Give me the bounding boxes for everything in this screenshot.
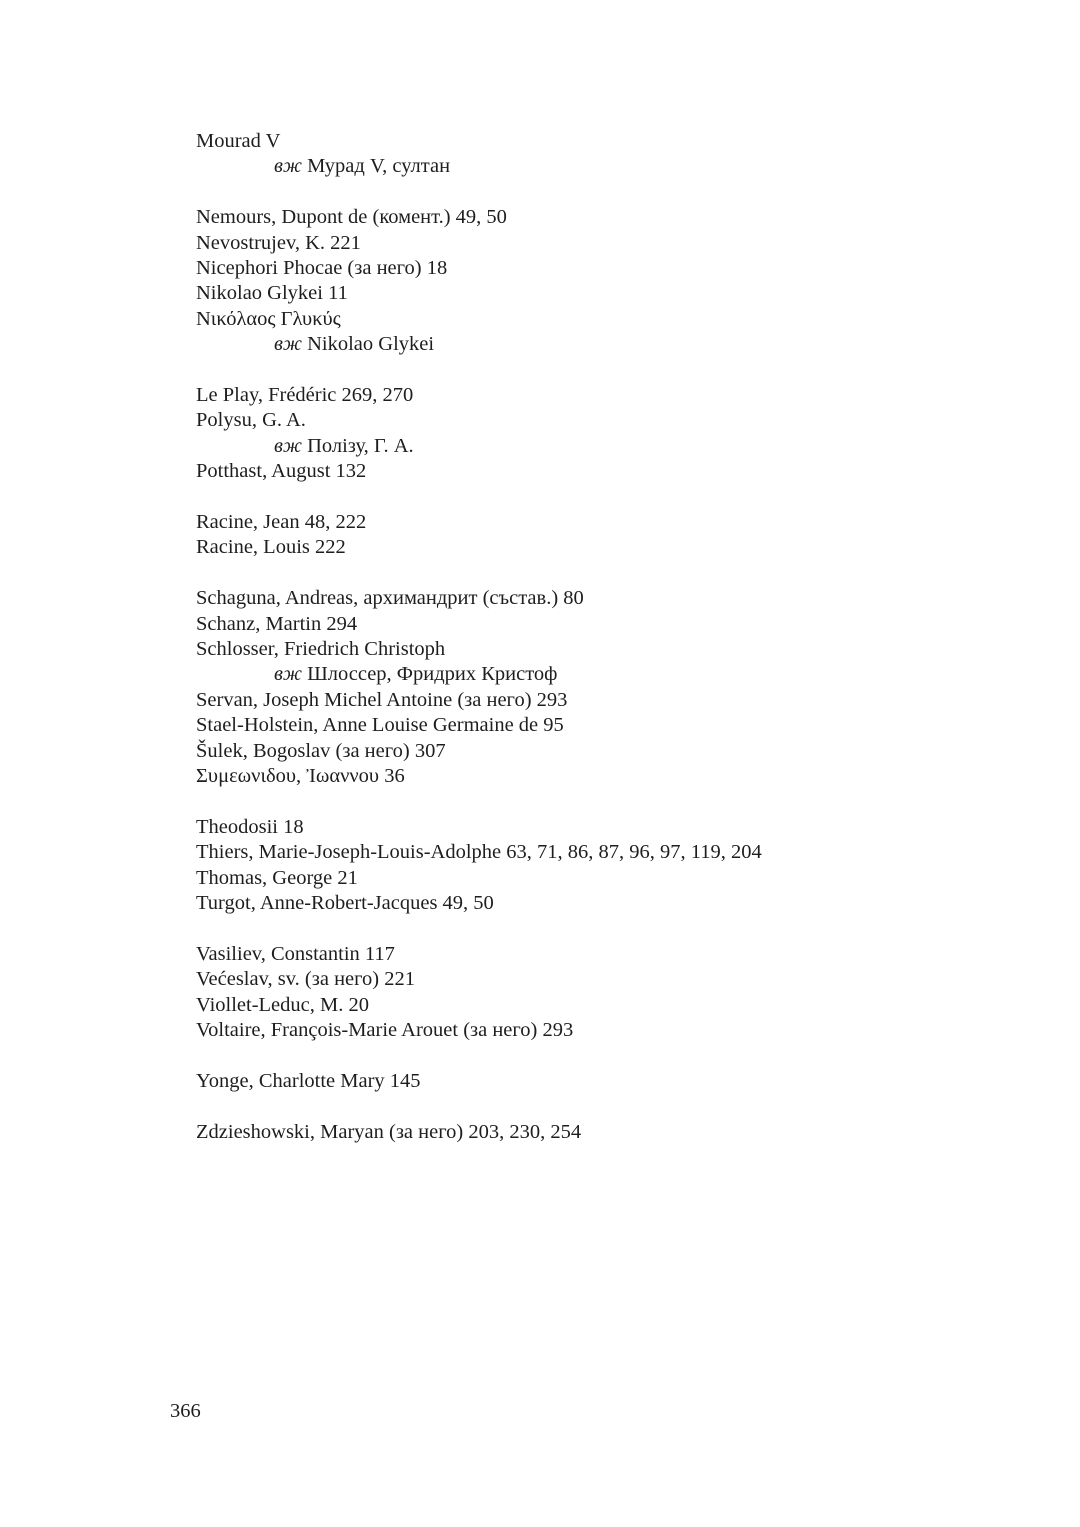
index-entry: Racine, Jean 48, 222 bbox=[196, 511, 367, 534]
index-entry: Šulek, Bogoslav (за него) 307 bbox=[196, 739, 446, 762]
cross-reference-target: Мурад V, султан bbox=[307, 155, 451, 178]
index-cross-reference bbox=[196, 434, 1016, 459]
index-entry: Schlosser, Friedrich Christoph bbox=[196, 638, 446, 661]
see-label: вж bbox=[274, 333, 302, 356]
index-entry: Turgot, Anne-Robert-Jacques 49, 50 bbox=[196, 892, 494, 915]
index-letter-group bbox=[196, 510, 1016, 561]
index-entry: Voltaire, François-Marie Arouet (за него) 293 bbox=[196, 1019, 574, 1042]
index-letter-group bbox=[196, 383, 1016, 485]
index-entry: Nevostrujev, K. 221 bbox=[196, 231, 361, 254]
index-entry: Stael-Holstein, Anne Louise Germaine de 95 bbox=[196, 714, 564, 737]
see-label: вж bbox=[274, 434, 302, 457]
index-entry: Vasiliev, Constantin 117 bbox=[196, 942, 395, 965]
index-entry: Viollet-Leduc, M. 20 bbox=[196, 993, 369, 1016]
see-label: вж bbox=[274, 663, 302, 686]
index-entry: Servan, Joseph Michel Antoine (за него) 293 bbox=[196, 688, 568, 711]
index-letter-group bbox=[196, 129, 1016, 180]
index-entry: Nicephori Phocae (за него) 18 bbox=[196, 257, 448, 280]
index-entry: Νικόλαος Γλυκύς bbox=[196, 307, 341, 330]
index-entry: Le Play, Frédéric 269, 270 bbox=[196, 384, 414, 407]
index-entry: Συμεωνιδου, Ἰωαννου 36 bbox=[196, 765, 405, 788]
index-letter-group bbox=[196, 1069, 1016, 1094]
index-letter-group bbox=[196, 205, 1016, 357]
cross-reference-target: Полізу, Г. А. bbox=[307, 434, 414, 457]
index-letter-group bbox=[196, 1120, 1016, 1145]
index-entry: Polysu, G. A. bbox=[196, 409, 306, 432]
index-entry: Zdzieshowski, Maryan (за него) 203, 230, 254 bbox=[196, 1120, 582, 1143]
page-number: 366 bbox=[170, 1400, 201, 1422]
index-entry: Mourad V bbox=[196, 130, 281, 152]
index-cross-reference bbox=[196, 332, 1016, 357]
name-index bbox=[196, 129, 1016, 1171]
index-entry: Potthast, August 132 bbox=[196, 460, 367, 483]
index-entry: Racine, Louis 222 bbox=[196, 536, 346, 559]
cross-reference-target: Шлоссер, Фридрих Кристоф bbox=[307, 663, 558, 686]
index-entry: Theodosii 18 bbox=[196, 815, 304, 838]
see-label: вж bbox=[274, 155, 302, 178]
index-letter-group bbox=[196, 586, 1016, 789]
index-letter-group bbox=[196, 815, 1016, 917]
index-cross-reference bbox=[196, 154, 1016, 179]
index-entry: Nikolao Glykei 11 bbox=[196, 282, 348, 305]
index-entry: Nemours, Dupont de (комент.) 49, 50 bbox=[196, 206, 507, 229]
index-cross-reference bbox=[196, 662, 1016, 687]
index-entry: Thomas, George 21 bbox=[196, 866, 358, 889]
index-letter-group bbox=[196, 942, 1016, 1044]
index-entry: Schaguna, Andreas, архимандрит (състав.) 80 bbox=[196, 587, 584, 610]
index-entry: Schanz, Martin 294 bbox=[196, 612, 358, 635]
cross-reference-target: Nikolao Glykei bbox=[307, 333, 435, 356]
index-entry: Thiers, Marie-Joseph-Louis-Adolphe 63, 71, 86, 87, 96, 97, 119, 204 bbox=[196, 841, 762, 864]
index-entry: Yonge, Charlotte Mary 145 bbox=[196, 1069, 421, 1092]
index-entry: Većeslav, sv. (за него) 221 bbox=[196, 968, 415, 991]
